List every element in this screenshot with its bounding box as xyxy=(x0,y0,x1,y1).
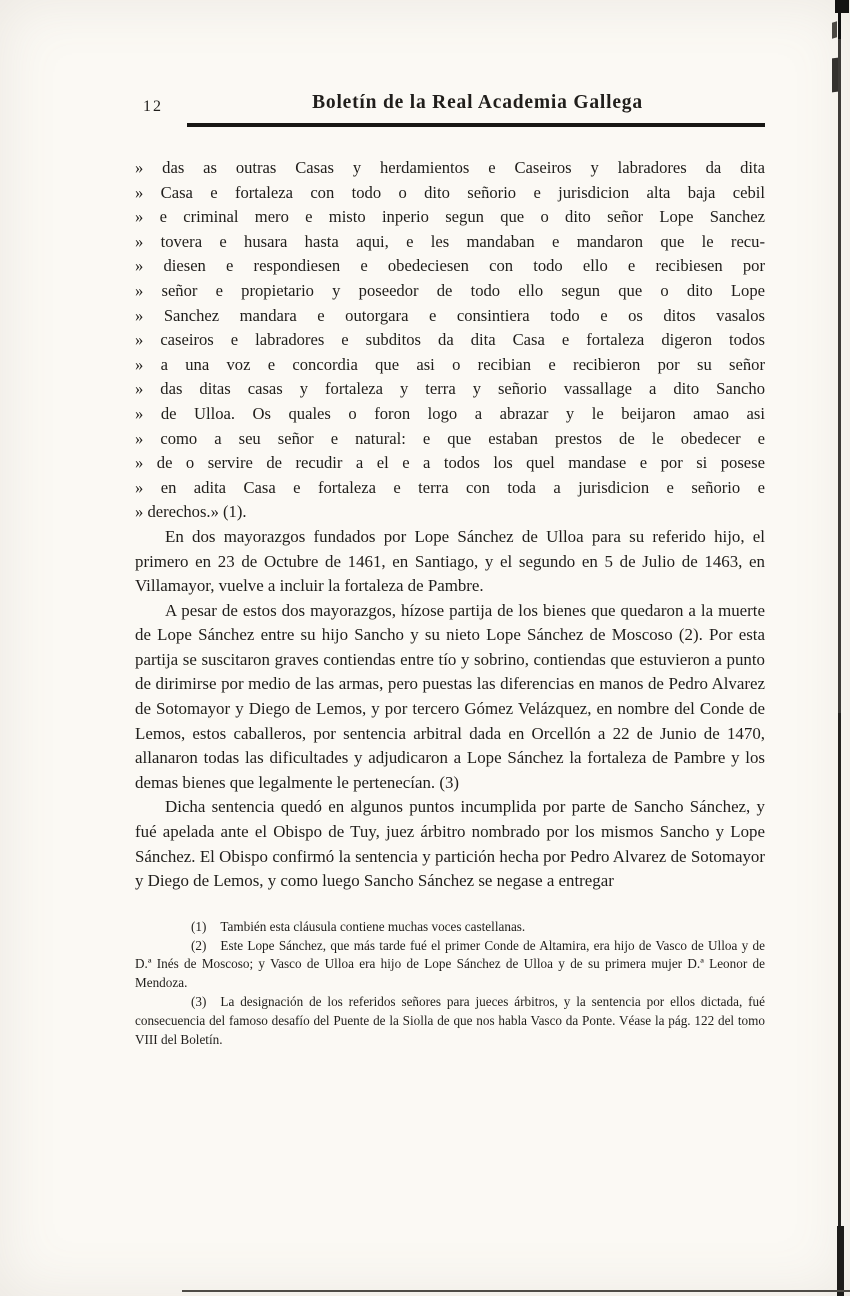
page-content xyxy=(135,90,765,1049)
quote-line: » e criminal mero e misto inperio segun que o dito señor Lope Sanchez xyxy=(135,207,765,227)
quote-line: » como a seu señor e natural: e que estaban prestos de le obedecer e xyxy=(135,428,765,448)
quote-line: » Casa e fortaleza con todo o dito señorio e jurisdicion alta baja cebil xyxy=(135,182,765,202)
page-number: 12 xyxy=(143,98,163,115)
scan-bottom-line xyxy=(182,1290,850,1292)
footnote xyxy=(135,918,765,937)
quoted-transcription-block xyxy=(135,156,765,525)
running-header xyxy=(135,90,765,130)
scan-edge-thick xyxy=(837,1226,844,1296)
footnotes-section xyxy=(135,918,765,1050)
footnote-marker: (2) xyxy=(191,937,207,953)
quote-line: » tovera e husara hasta aqui, e les mandaban e mandaron que le recu- xyxy=(135,231,765,251)
quote-line: » de Ulloa. Os quales o foron logo a abrazar y le beijaron amao asi xyxy=(135,403,765,423)
header-rule xyxy=(187,123,765,127)
quote-line: » Sanchez mandara e outorgara e consintiera todo e os ditos vasalos xyxy=(135,305,765,325)
body-paragraph: Dicha sentencia quedó en algunos puntos incumplida por parte de Sancho Sánchez, y fué apelada ante el Obispo de Tuy, juez árbitro nombrado por los mismos Sancho y Lope Sánchez. El Obispo confirmó la sentencia y partición hecha por Pedro Alvarez de Sotomayor y Diego de Lemos, y como luego Sancho Sánchez se negase a entregar xyxy=(135,797,765,891)
scan-edge-line xyxy=(838,0,841,1296)
quote-line: » caseiros e labradores e subditos da dita Casa e fortaleza digeron todos xyxy=(135,330,765,350)
quote-line: » das as outras Casas y herdamientos e Caseiros y labradores da dita xyxy=(135,158,765,177)
footnote xyxy=(135,937,765,993)
footnote-text: La designación de los referidos señores para jueces árbitros, y la sentencia por ellos dictada, fué consecuencia del famoso desafío del Puente de la Siolla de que nos habla Vasco da Ponte. Véase la pág. 122 del tomo VIII del Boletín. xyxy=(135,994,765,1047)
footnote-text: Este Lope Sánchez, que más tarde fué el primer Conde de Altamira, era hijo de Vasco de Ulloa y de D.ª Inés de Moscoso; y Vasco de Ulloa era hijo de Lope Sánchez de Ulloa y de su primera mujer D.ª Leonor de Mendoza. xyxy=(135,937,765,991)
footnote-text: También esta cláusula contiene muchas voces castellanas. xyxy=(220,918,526,934)
quote-line: » de o servire de recudir a el e a todos los quel mandase e por si posese xyxy=(135,453,765,473)
body-paragraph: A pesar de estos dos mayorazgos, hízose partija de los bienes que quedaron a la muerte de Lope Sánchez entre su hijo Sancho y su nieto Lope Sánchez de Moscoso (2). Por esta partija se suscitaron graves contiendas entre tío y sobrino, contiendas que estuvieron a punto de dirimirse por medio de las armas, pero puestas las diferencias en manos de Pedro Alvarez de Sotomayor y Diego de Lemos, y por tercero Gómez Velázquez, en nombre del Conde de Lemos, estos caballeros, por sentencia arbitral dada en Orcellón a 22 de Junio de 1470, allanaron todas las dificultades y adjudicaron a Lope Sánchez la fortaleza de Pambre y los demas bienes que legalmente le pertenecían. (3) xyxy=(135,600,765,792)
footnote-marker: (1) xyxy=(191,918,207,934)
quote-line: » en adita Casa e fortaleza e terra con toda a jurisdicion e señorio e xyxy=(135,477,765,497)
footnote-marker: (3) xyxy=(191,994,207,1009)
quote-line: » diesen e respondiesen e obedeciesen con todo ello e recibiesen por xyxy=(135,256,765,276)
scan-ink-blob xyxy=(835,0,849,13)
quote-line: » señor e propietario y poseedor de todo ello segun que o dito Lope xyxy=(135,280,765,300)
journal-title: Boletín de la Real Academia Gallega xyxy=(312,92,643,113)
quote-line: » a una voz e concordia que asi o recibian e recibieron por su señor xyxy=(135,354,765,374)
body-paragraph: En dos mayorazgos fundados por Lope Sánchez de Ulloa para su referido hijo, el primero en 23 de Octubre de 1461, en Santiago, y el segundo en 5 de Julio de 1463, en Villamayor, vuelve a incluir la fortaleza de Pambre. xyxy=(135,526,765,596)
quote-line: » derechos.» (1). xyxy=(135,502,247,522)
scan-mark xyxy=(832,58,838,93)
quote-line: » das ditas casas y fortaleza y terra y señorio vassallage a dito Sancho xyxy=(135,379,765,399)
footnote xyxy=(135,993,765,1049)
scan-mark xyxy=(832,21,837,39)
